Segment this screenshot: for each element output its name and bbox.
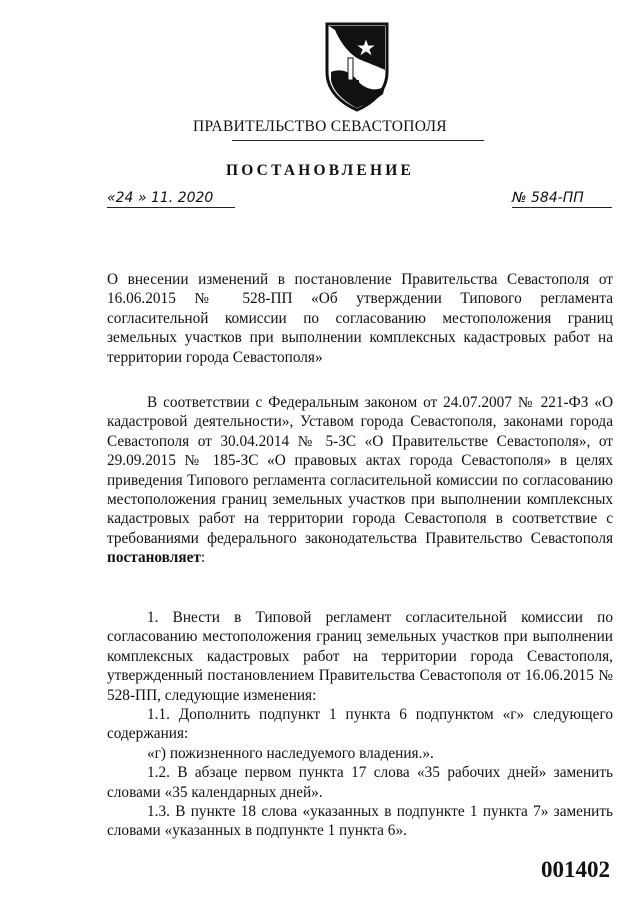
decree-item: 1.1. Дополнить подпункт 1 пункта 6 подпунктом «г» следующего содержания: <box>107 706 613 743</box>
decree-word: постановляет <box>107 549 201 567</box>
preamble <box>107 393 613 568</box>
document-number: № 584-ПП <box>512 190 612 208</box>
government-name: ПРАВИТЕЛЬСТВО СЕВАСТОПОЛЯ <box>193 118 447 135</box>
document-date: «24 » 11. 2020 <box>107 190 235 208</box>
decree-item: 1.2. В абзаце первом пункта 17 слова «35 рабочих дней» заменить словами «35 календарных дней». <box>107 764 613 801</box>
decree-item: «г) пожизненного наследуемого владения.». <box>147 744 434 762</box>
decree-item: 1. Внести в Типовой регламент согласительной комиссии по согласованию местоположения границ земельных участков при выполнении комплексных кадастровых работ на территории города Севастополя, утвержденный постановлением Правительства Севастополя от 16.06.2015 № 528-ПП, следующие изменения: <box>107 609 613 704</box>
decree-item: 1.3. В пункте 18 слова «указанных в подпункте 1 пункта 7» заменить словами «указанных в подпункте 1 пункта 6». <box>107 803 613 840</box>
document-type: ПОСТАНОВЛЕНИЕ <box>225 162 415 179</box>
header-divider <box>232 140 484 141</box>
decree-items <box>107 608 613 841</box>
preamble-paragraph <box>107 393 613 568</box>
document-subject <box>107 270 613 367</box>
sevastopol-coat-of-arms-icon <box>321 20 393 112</box>
decree-colon: : <box>200 549 206 567</box>
subject-text: О внесении изменений в постановление Правительства Севастополя от 16.06.2015 № 528-ПП «Об утверждении Типового регламента согласительной комиссии по согласованию местоположения границ земельных участков при выполнении комплексных кадастровых работ на территории города Севастополя» <box>107 271 613 366</box>
preamble-text: В соответствии с Федеральным законом от 24.07.2007 № 221-ФЗ «О кадастровой деятельности», Уставом города Севастополя, законами города Севастополя от 30.04.2014 № 5-ЗС «О Правительстве Севастополя», от 29.09.2015 № 185-ЗС «О правовых актах города Севастополя» в целях приведения Типового регламента согласительной комиссии по согласованию местоположения границ земельных участков при выполнении комплексных кадастровых работ на территории города Севастополя в соответствие с требованиями федерального законодательства Правительство Севастополя <box>107 394 613 547</box>
serial-number: 001402 <box>541 857 610 882</box>
